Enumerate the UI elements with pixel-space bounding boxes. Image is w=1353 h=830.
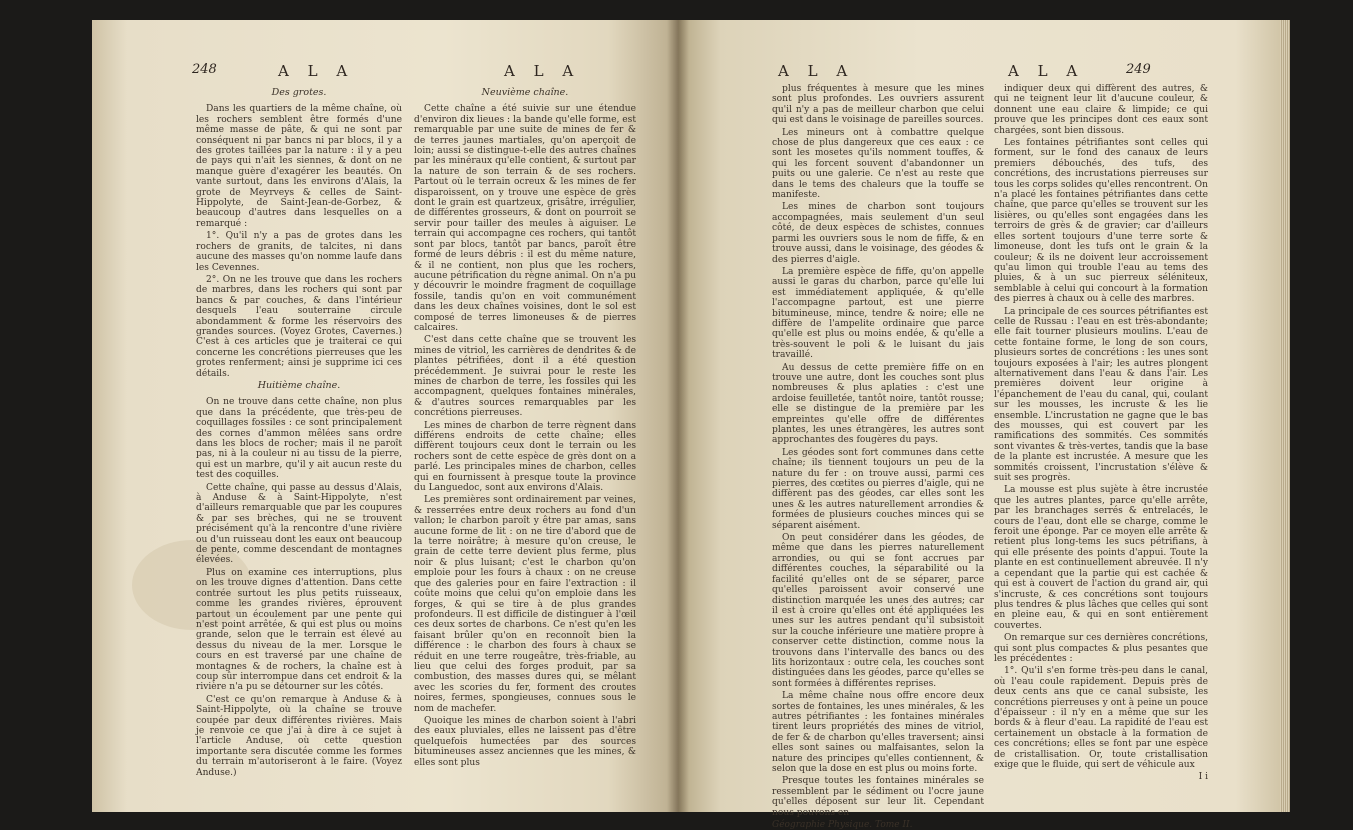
paragraph: 1°. Qu'il n'y a pas de grotes dans les rochers de granits, de talcites, ni dans aucune des masses qu'on nomme laufe dans les Cevennes. <box>196 231 402 273</box>
paragraph: Les mines de charbon de terre règnent dans différens endroits de cette chaîne; elles diffèrent toujours ceux dont le terrain ou les rochers sont de cette espèce de grès dont on a parlé. Les principales mines de charbon, celles qui en fournissent à presque toute la province du Languedoc, sont aux environs d'Alais. <box>414 420 636 494</box>
paragraph: La principale de ces sources pétrifiantes est celle de Russau : l'eau en est très-abondante; elle fait tourner plusieurs moulins. L'eau de cette fontaine forme, le long de son cours, plusieurs sortes de concrétions : les unes sont toujours exposées à l'air; les autres plongent alternativement dans l'eau & dans l'air. Les premières doivent leur origine à l'épanchement de l'eau du canal, qui, coulant sur les mousses, les incruste & les lie ensemble. L'incrustation ne gagne que le bas des mousses, qui est couvert par les ramifications des sommités. Ces sommités sont vivantes & très-vertes, tandis que la base de la plante est incrustée. A mesure que les sommités croissent, l'incrustation s'élève & suit ses progrès. <box>994 306 1208 484</box>
paragraph: Les mines de charbon sont toujours accompagnées, mais seulement d'un seul côté, de deux espèces de schistes, connues parmi les ouvriers sous le nom de fiffe, & en trouve aussi, dans le voisinage, des géodes & des pierres d'aigle. <box>772 202 984 265</box>
left-column-1 <box>196 86 402 796</box>
running-head-right: A L A <box>1008 62 1085 80</box>
right-column-1 <box>772 84 984 830</box>
left-page <box>92 20 678 812</box>
paragraph: indiquer deux qui diffèrent des autres, & qui ne teignent leur lit d'aucune couleur, & donnent une eau claire & limpide; ce qui prouve que les principes dont ces eaux sont chargées, sont bien dissous. <box>994 84 1208 136</box>
paragraph: Les premières sont ordinairement par veines, & resserrées entre deux rochers au fond d'un vallon; le charbon paroît y être par amas, sans aucune forme de lit : on ne tire d'abord que de la terre noirâtre; à mesure qu'on creuse, le grain de cette terre devient plus ferme, plus noir & plus luisant; c'est le charbon qu'on emploie pour les fours à chaux : on ne creuse que des galeries pour en faire l'extraction : il coûte moins que celui qu'on emploie dans les forges, & qui se tire à de plus grandes profondeurs. Il est difficile de distinguer à l'œil ces deux sortes de charbons. Ce n'est qu'en les faisant brûler qu'on en reconnoît bien la différence : le charbon des fours à chaux se réduit en une terre rougeâtre, très-friable, au lieu que celui des forges produit, par sa combustion, des masses dures qui, se mêlant avec les scories du fer, forment des croutes noires, fermes, spongieuses, connues sous le nom de machefer. <box>414 495 636 714</box>
paragraph: 2°. On ne les trouve que dans les rochers de marbres, dans les rochers qui sont par bancs & par couches, & dans l'intérieur desquels l'eau souterraine circule abondamment & forme les réservoirs des grandes sources. (Voyez Grotes, Cavernes.) C'est à ces articles que je traiterai ce qui concerne les concrétions pierreuses que les grotes renferment; ainsi je supprime ici ces détails. <box>196 274 402 379</box>
section-heading: Neuvième chaîne. <box>481 87 569 98</box>
paragraph: C'est dans cette chaîne que se trouvent les mines de vitriol, les carrières de dendrites & de plantes pétrifiées, dont il a été question précédemment. Je suivrai pour le reste les mines de charbon de terre, les fossiles qui les accompagnent, quelques fontaines minérales, & d'autres sources remarquables par les concrétions pierreuses. <box>414 335 636 419</box>
page-edge <box>1280 20 1290 812</box>
paragraph: On ne trouve dans cette chaîne, non plus que dans la précédente, que très-peu de coquillages fossiles : ce sont principalement des cornes d'ammon mêlées sans ordre dans les blocs de rocher; mais il ne paroît pas, ni à la couleur ni au tissu de la pierre, qui est un marbre, qu'il y ait aucun reste du test des coquilles. <box>196 397 402 481</box>
page-number: 249 <box>1126 62 1151 77</box>
signature-mark: I i <box>1198 772 1208 783</box>
paragraph: Les fontaines pétrifiantes sont celles qui forment, sur le fond des canaux de leurs premiers débouchés, des tufs, des concrétions, des incrustations pierreuses sur tous les corps solides qu'elles rencontrent. On n'a placé les fontaines pétrifiantes dans cette chaîne, que parce qu'elles se trouvent sur les lisières, ou qu'elles sont engagées dans les terroirs de grès & de gravier; car d'ailleurs elles sortent toujours d'une terre sorte & limoneuse, dont les tufs ont le grain & la couleur; & ils ne doivent leur accroissement qu'au limon qui trouble l'eau au tems des pluies, & à un suc pierreux séléniteux, semblable à celui qui concourt à la formation des pierres à chaux ou à celle des marbres. <box>994 138 1208 305</box>
paragraph: Presque toutes les fontaines minérales se ressemblent par le sédiment ou l'ocre jaune qu'elles déposent sur leur lit. Cependant nous pouvons en <box>772 776 984 818</box>
paragraph: On remarque sur ces dernières concrétions, qui sont plus compactes & plus pesantes que les précédentes : <box>994 633 1208 664</box>
paragraph: La première espèce de fiffe, qu'on appelle aussi le garas du charbon, parce qu'elle lui est immédiatement appliquée, & qu'elle l'accompagne partout, est une pierre bitumineuse, mince, tendre & noire; elle ne diffère de l'ampelite ordinaire que parce qu'elle est plus ou moins endée, & qu'elle a très-souvent le poli & le luisant du jais travaillé. <box>772 266 984 361</box>
left-column-2 <box>414 86 636 796</box>
paragraph: Les mineurs ont à combattre quelque chose de plus dangereux que ces eaux : ce sont les mosetes qu'ils nomment touffes, & qui les forcent souvent d'abandonner un puits ou une galerie. Ce n'est au reste que dans le tems des chaleurs que la touffe se manifeste. <box>772 127 984 201</box>
running-head: A L A <box>778 62 855 80</box>
right-page <box>678 20 1284 830</box>
paragraph: On peut considérer dans les géodes, de même que dans les pierres naturellement arrondies, ou qui se font accrues par différentes couches, la séparabilité ou la facilité qu'elles ont de se séparer, parce qu'elles paroissent avoir conservé une distinction marquée les unes des autres; car il est à croire qu'elles ont été appliquées les unes sur les autres pendant qu'il subsistoit sur la couche inférieure une matière propre à conserver cette distinction, comme nous la trouvons dans l'intervalle des bancs ou des lits horizontaux : outre cela, les couches sont distinguées dans les géodes, parce qu'elles se sont formées à différentes reprises. <box>772 533 984 689</box>
paragraph: Plus on examine ces interruptions, plus on les trouve dignes d'attention. Dans cette contrée surtout les plus petits ruisseaux, comme les grandes rivières, éprouvent partout un écoulement par une pente qui n'est point arrêtée, & qui est plus ou moins grande, selon que le terrain est élevé au dessus du niveau de la mer. Lorsque le cours en est traversé par une chaîne de montagnes & de rochers, la chaîne est à coup sûr interrompue dans cet endroit & la rivière n'a pu se détourner sur les côtés. <box>196 567 402 693</box>
paragraph: La même chaîne nous offre encore deux sortes de fontaines, les unes minérales, & les autres pétrifiantes : les fontaines minérales tirent leurs propriétés des mines de vitriol, de fer & de charbon qu'elles traversent; ainsi elles sont saines ou malfaisantes, selon la nature des principes qu'elles contiennent, & selon que la dose en est plus ou moins forte. <box>772 691 984 774</box>
section-heading: Des grotes. <box>271 87 327 98</box>
paragraph: C'est ce qu'on remarque à Anduse & à Saint-Hippolyte, où la chaîne se trouve coupée par deux différentes rivières. Mais je renvoie ce que j'ai à dire à ce sujet à l'article Anduse, où cette question importante sera discutée comme les formes du terrain m'autoriseront à le faire. (Voyez Anduse.) <box>196 694 402 778</box>
right-column-2 <box>994 84 1208 800</box>
paragraph: Au dessus de cette première fiffe on en trouve une autre, dont les couches sont plus nombreuses & plus aplaties : c'est une ardoise feuilletée, tantôt noire, tantôt rousse; elle se distingue de la première par les empreintes qu'elle offre de différentes plantes, les unes étrangères, les autres sont approchantes des fougères du pays. <box>772 362 984 446</box>
paragraph: plus fréquentes à mesure que les mines sont plus profondes. Les ouvriers assurent qu'il n'y a pas de meilleur charbon que celui qui est dans le voisinage de pareilles sources. <box>772 84 984 126</box>
section-heading: Huitième chaîne. <box>257 379 341 391</box>
paragraph: La mousse est plus sujète à être incrustée que les autres plantes, parce qu'elle arrête, par les branchages serrés & entrelacés, le cours de l'eau, dont elle se charge, comme le feroit une éponge. Par ce moyen elle arrête & retient plus long-tems les sucs pétrifians, à qui elle présente des points d'appui. Toute la plante en est continuellement abreuvée. Il n'y a cependant que la partie qui est cachée & qui est à couvert de l'action du grand air, qui s'incruste, & ces concrétions sont toujours plus tendres & plus lâches que celles qui sont en pleine eau, & qui en sont entièrement couvertes. <box>994 485 1208 631</box>
running-head: A L A <box>278 62 355 80</box>
book-spine <box>667 20 689 812</box>
paragraph: Quoique les mines de charbon soient à l'abri des eaux pluviales, elles ne laissent pas d'être quelquefois humectées par des sources bitumineuses assez anciennes que les mines, & elles sont plus <box>414 715 636 768</box>
page-footer: Géographie Physique. Tome II. <box>772 820 913 830</box>
running-head-right: A L A <box>504 62 581 80</box>
open-book <box>92 20 1284 830</box>
paragraph: Dans les quartiers de la même chaîne, où les rochers semblent être formés d'une même masse de pâte, & qui ne sont par conséquent ni par bancs ni par blocs, il y a des grotes taillées par la nature : il y a peu de pays qui n'ait les siennes, & dont on ne manque guère d'exagérer les beautés. On vante surtout, dans les environs d'Alais, la grote de Meyrveys & celles de Saint-Hippolyte, de Saint-Jean-de-Gorbez, & beaucoup d'autres dans lesquelles on a remarqué : <box>196 104 402 229</box>
paragraph: Cette chaîne a été suivie sur une étendue d'environ dix lieues : la bande qu'elle forme, est remarquable par une suite de mines de fer & de terres jaunes martiales, qu'on aperçoit de loin; aussi se distingue-t-elle des autres chaînes par les minéraux qu'elle contient, & surtout par la nature de son terrain & de ses rochers. Partout où le terrain ocreux & les mines de fer disparoissent, on y trouve une espèce de grès dont le grain est quartzeux, grisâtre, irrégulier, de différentes grosseurs, & dont on pourroit se servir pour tailler des meules à aiguiser. Le terrain qui accompagne ces rochers, qui tantôt sont par blocs, tantôt par bancs, paroît être formé de leurs débris : il est du même nature, & il ne contient, non plus que les rochers, aucune pétrification du règne animal. On n'a pu y découvrir le moindre fragment de coquillage fossile, tandis qu'on en voit communément dans les deux chaînes voisines, dont le sol est composé de terres limoneuses & de pierres calcaires. <box>414 104 636 333</box>
paragraph: Cette chaîne, qui passe au dessus d'Alais, à Anduse & à Saint-Hippolyte, n'est d'ailleurs remarquable que par les coupures & par ses brèches, qui ne se trouvent précisément qu'à la rencontre d'une rivière ou d'un ruisseau dont les eaux ont beaucoup de pente, comme descendant de montagnes élevées. <box>196 482 402 566</box>
paragraph: 1°. Qu'il s'en forme très-peu dans le canal, où l'eau coule rapidement. Depuis près de deux cents ans que ce canal subsiste, les concrétions pierreuses y ont à peine un pouce d'épaisseur : il n'y en a même que sur les bords & à fleur d'eau. La rapidité de l'eau est certainement un obstacle à la formation de ces concrétions; elles se font par une espèce de cristallisation. Or, toute cristallisation exige que le fluide, qui sert de véhicule aux <box>994 666 1208 770</box>
page-number: 248 <box>192 62 217 77</box>
paragraph: Les géodes sont fort communes dans cette chaîne; ils tiennent toujours un peu de la nature du fer : on trouve aussi, parmi ces pierres, des cœtites ou pierres d'aigle, qui ne diffèrent pas des géodes, car elles sont les unes & les autres naturellement arrondies & formées de plusieurs couches minces qui se séparent aisément. <box>772 447 984 531</box>
